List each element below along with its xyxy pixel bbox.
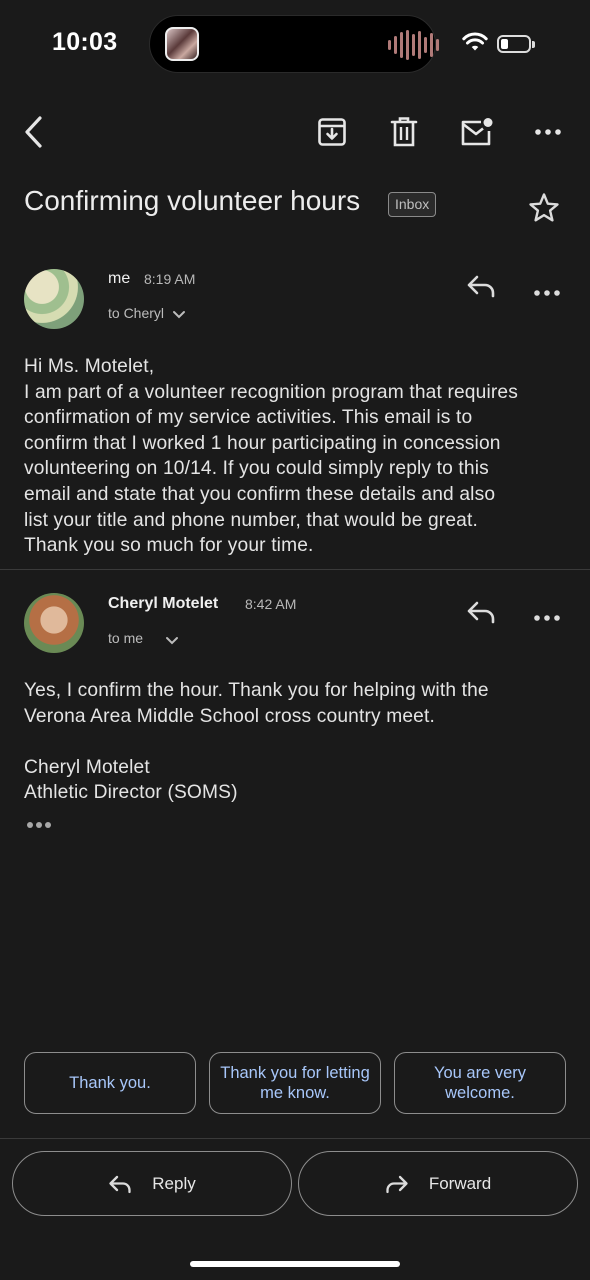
- battery-icon: [497, 35, 531, 53]
- more-options-button[interactable]: [528, 112, 568, 152]
- message-more-button[interactable]: [534, 283, 560, 301]
- star-button[interactable]: [528, 192, 560, 229]
- chevron-left-icon: [22, 115, 46, 149]
- bottom-divider: [0, 1138, 590, 1139]
- delete-button[interactable]: [384, 112, 424, 152]
- archive-button[interactable]: [312, 112, 352, 152]
- reply-icon: [108, 1174, 132, 1194]
- inbox-label-chip[interactable]: Inbox: [388, 192, 436, 217]
- reply-icon: [466, 600, 496, 624]
- reply-label: Reply: [152, 1173, 196, 1193]
- smart-reply-chip[interactable]: Thank you.: [24, 1052, 196, 1114]
- message-time: 8:19 AM: [144, 271, 196, 287]
- body-line: Cheryl Motelet: [24, 756, 150, 778]
- wifi-icon: [462, 32, 488, 52]
- message-time: 8:42 AM: [245, 596, 297, 612]
- sender-name: me: [108, 270, 131, 287]
- body-line: email and state that you confirm these details and also: [24, 483, 496, 505]
- back-button[interactable]: [14, 112, 54, 152]
- more-horizontal-icon: [535, 129, 561, 135]
- body-line: volunteering on 10/14. If you could simply reply to this: [24, 458, 489, 480]
- smart-reply-chip[interactable]: You are very welcome.: [394, 1052, 566, 1114]
- body-line: Hi Ms. Motelet,: [24, 356, 155, 377]
- recipients-text: to me: [108, 630, 144, 646]
- trash-icon: [390, 116, 418, 148]
- message-body: [24, 678, 569, 806]
- reply-button[interactable]: [466, 274, 496, 303]
- body-line: confirm that I worked 1 hour participating in concession: [24, 432, 501, 454]
- now-playing-thumbnail: [165, 27, 199, 61]
- chevron-down-icon: [172, 310, 186, 320]
- status-time: 10:03: [52, 28, 118, 56]
- star-icon: [528, 192, 560, 224]
- dynamic-island[interactable]: [149, 15, 436, 73]
- body-line: [24, 729, 569, 755]
- message-body: [24, 354, 569, 559]
- recipients-toggle[interactable]: [108, 305, 186, 321]
- sender-avatar[interactable]: [24, 593, 84, 653]
- body-line: Yes, I confirm the hour. Thank you for helping with the: [24, 680, 489, 701]
- email-subject: Confirming volunteer hours: [24, 185, 361, 216]
- more-horizontal-icon: [534, 290, 560, 296]
- archive-icon: [317, 117, 347, 147]
- sender-name: Cheryl Motelet: [108, 595, 219, 612]
- body-line: Athletic Director (SOMS): [24, 782, 238, 804]
- forward-action-button[interactable]: [298, 1151, 578, 1216]
- home-indicator[interactable]: [190, 1261, 400, 1267]
- reply-action-button[interactable]: [12, 1151, 292, 1216]
- message-divider: [0, 569, 590, 570]
- body-line: I am part of a volunteer recognition program that requires: [24, 381, 518, 403]
- recipients-toggle[interactable]: [108, 630, 179, 646]
- more-horizontal-icon: [534, 615, 560, 621]
- mark-unread-button[interactable]: [456, 112, 496, 152]
- body-line: Verona Area Middle School cross country meet.: [24, 705, 435, 727]
- reply-button[interactable]: [466, 600, 496, 629]
- reply-icon: [466, 274, 496, 298]
- forward-label: Forward: [428, 1173, 492, 1193]
- recipients-text: to Cheryl: [108, 305, 165, 321]
- body-line: confirmation of my service activities. This email is to: [24, 407, 473, 429]
- smart-reply-chip[interactable]: Thank you for letting me know.: [209, 1052, 381, 1114]
- show-trimmed-content-button[interactable]: [27, 822, 51, 828]
- body-line: list your title and phone number, that would be great.: [24, 509, 478, 531]
- audio-waveform-icon: [388, 29, 439, 61]
- message-more-button[interactable]: [534, 608, 560, 626]
- chevron-down-icon: [165, 636, 179, 646]
- body-line: Thank you so much for your time.: [24, 535, 314, 557]
- forward-icon: [385, 1174, 409, 1194]
- sender-avatar[interactable]: [24, 269, 84, 329]
- mail-unread-icon: [459, 117, 493, 147]
